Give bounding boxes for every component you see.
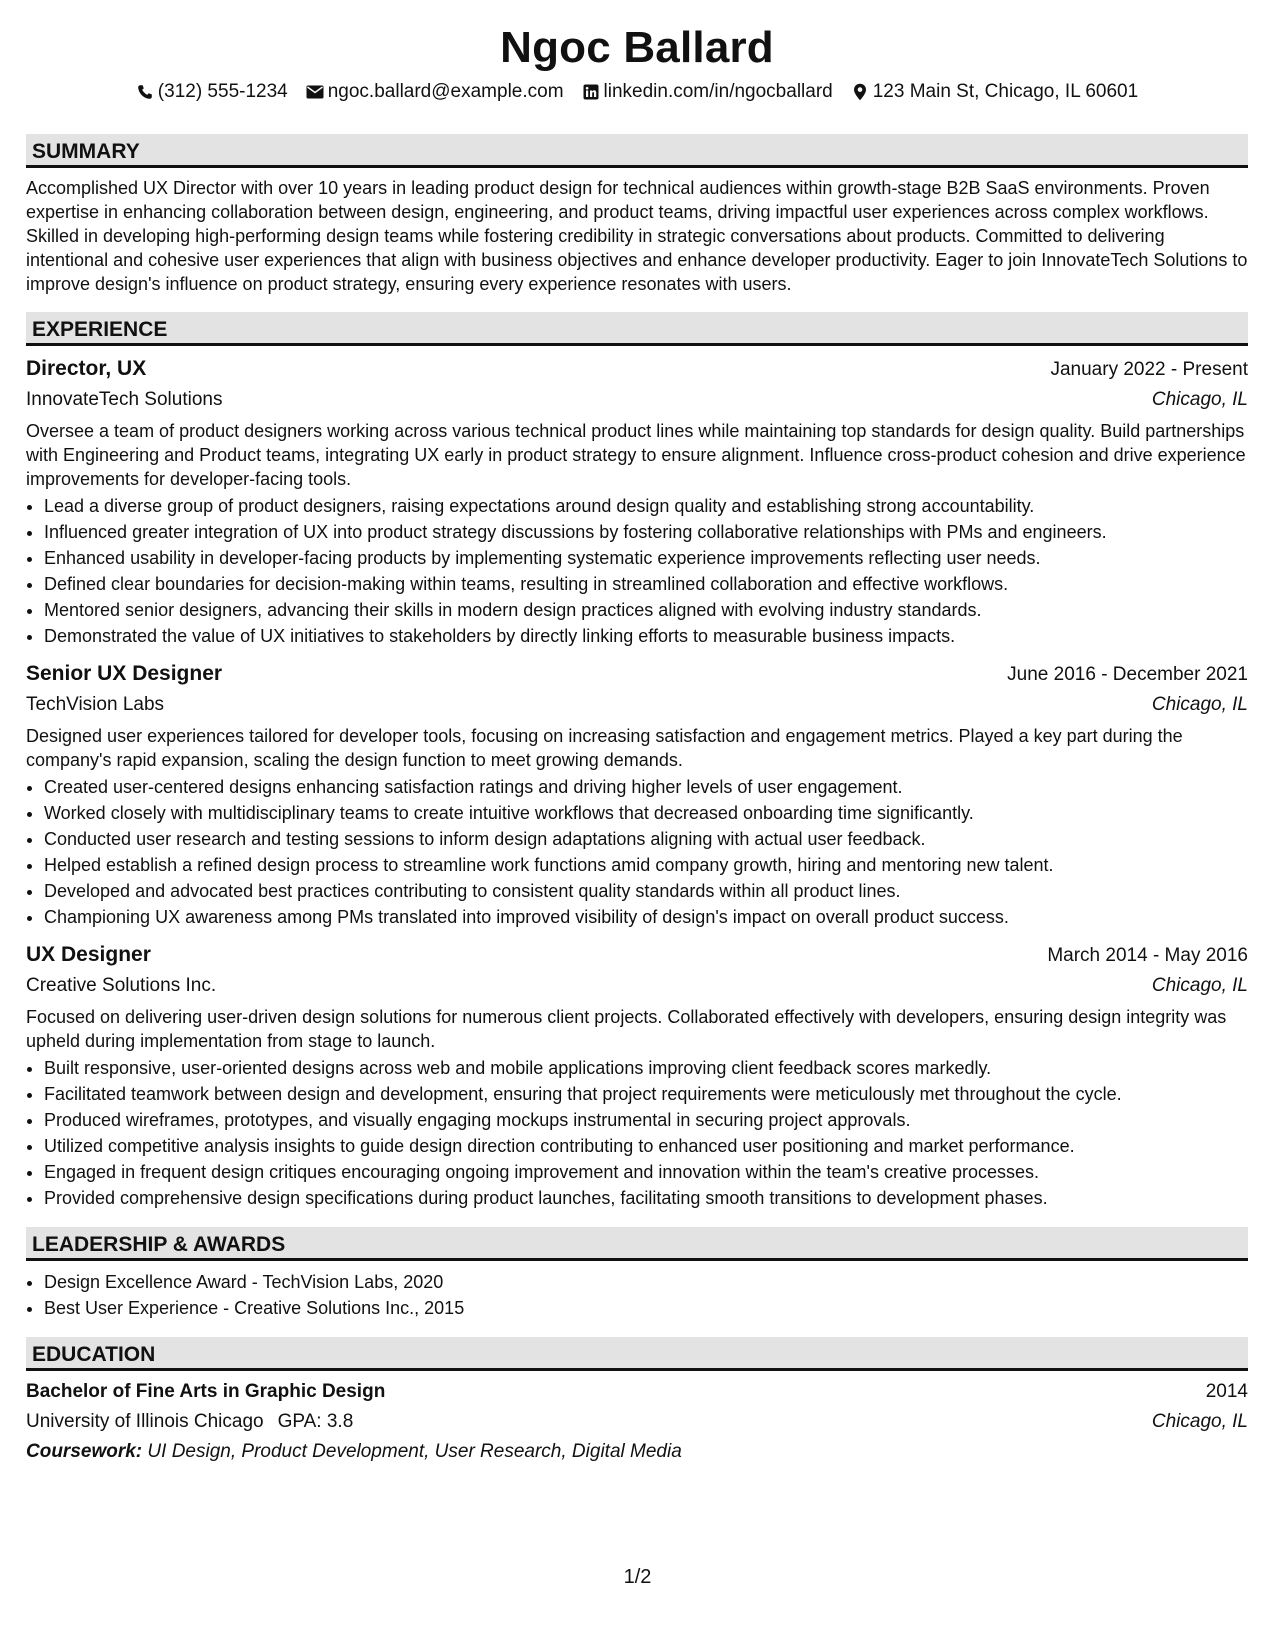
job-description: Focused on delivering user-driven design solutions for numerous client projects. Collaborated effectively with developers, ensuring design integrity was upheld during implementation from stage to launch.: [26, 1007, 1227, 1051]
degree-title: Bachelor of Fine Arts in Graphic Design: [26, 1381, 386, 1402]
job-bullets: [26, 493, 1248, 649]
job-location: Chicago, IL: [1151, 975, 1248, 996]
awards-heading: LEADERSHIP & AWARDS: [26, 1227, 1248, 1261]
phone-text: (312) 555-1234: [157, 81, 288, 102]
job-entry: [26, 940, 1248, 1211]
gpa: GPA: 3.8: [277, 1411, 354, 1432]
contact-linkedin[interactable]: [582, 80, 833, 104]
address-text: 123 Main St, Chicago, IL 60601: [872, 81, 1139, 102]
job-title: Senior UX Designer: [26, 662, 223, 685]
envelope-icon: [306, 83, 324, 101]
job-bullet: • Provided comprehensive design specifications during product launches, facilitating smooth transitions to development phases.: [44, 1185, 1248, 1211]
job-bullet: • Demonstrated the value of UX initiatives to stakeholders by directly linking efforts to measurable business impacts.: [44, 623, 1248, 649]
job-bullet: • Lead a diverse group of product designers, raising expectations around design quality and establishing strong accountability.: [44, 493, 1248, 519]
job-location: Chicago, IL: [1151, 694, 1248, 715]
job-bullet: • Built responsive, user-oriented designs across web and mobile applications improving client feedback scores markedly.: [44, 1055, 1248, 1081]
experience-heading: EXPERIENCE: [26, 312, 1248, 346]
job-bullet: • Championing UX awareness among PMs translated into improved visibility of design's impact on overall product success.: [44, 904, 1248, 930]
job-bullet: • Conducted user research and testing sessions to inform design adaptations aligning with actual user feedback.: [44, 826, 1248, 852]
job-bullet: • Helped establish a refined design process to streamline work functions amid company growth, hiring and mentoring new talent.: [44, 852, 1248, 878]
linkedin-icon: [582, 83, 600, 101]
summary-text: Accomplished UX Director with over 10 years in leading product design for technical audiences within growth-stage B2B SaaS environments. Proven expertise in enhancing collaboration between design, engineering, and product teams, driving impactful user experiences across complex workflows. Skilled in developing high-performing design teams while fostering credibility in strategic conversations about products. Committed to delivering intentional and cohesive user experiences that align with business objectives and enhance developer productivity. Eager to join InnovateTech Solutions to improve design's influence on product strategy, ensuring every experience resonates with users.: [26, 178, 1248, 294]
job-bullet: • Enhanced usability in developer-facing products by implementing systematic experience improvements reflecting user needs.: [44, 545, 1248, 571]
job-bullet: • Developed and advocated best practices contributing to consistent quality standards within all product lines.: [44, 878, 1248, 904]
resume-page: [26, 22, 1248, 1467]
company-name: Creative Solutions Inc.: [26, 975, 217, 996]
job-bullet: • Produced wireframes, prototypes, and visually engaging mockups instrumental in securing project approvals.: [44, 1107, 1248, 1133]
map-pin-icon: [851, 83, 869, 101]
company-name: InnovateTech Solutions: [26, 389, 223, 410]
job-title: UX Designer: [26, 943, 151, 966]
coursework-line: [26, 1437, 1248, 1467]
contact-address: [851, 80, 1138, 104]
job-title: Director, UX: [26, 357, 147, 380]
award-item: • Design Excellence Award - TechVision Labs, 2020: [44, 1269, 1248, 1295]
job-entry: [26, 659, 1248, 930]
company-name: TechVision Labs: [26, 694, 165, 715]
job-bullets: [26, 774, 1248, 930]
school-name: University of Illinois Chicago: [26, 1411, 264, 1432]
job-entry: [26, 354, 1248, 649]
coursework-label: Coursework:: [26, 1441, 143, 1462]
phone-icon: [136, 83, 154, 101]
summary-heading: SUMMARY: [26, 134, 1248, 168]
job-bullet: • Engaged in frequent design critiques encouraging ongoing improvement and innovation within the team's creative processes.: [44, 1159, 1248, 1185]
job-bullet: • Worked closely with multidisciplinary teams to create intuitive workflows that decreased onboarding time significantly.: [44, 800, 1248, 826]
job-dates: January 2022 - Present: [1050, 359, 1248, 380]
job-bullet: • Mentored senior designers, advancing their skills in modern design practices aligned with evolving industry standards.: [44, 597, 1248, 623]
contact-phone: [136, 80, 288, 104]
job-description: Oversee a team of product designers working across various technical product lines while maintaining top standards for design quality. Build partnerships with Engineering and Product teams, integrating UX early in product strategy to ensure alignment. Influence cross-product cohesion and drive experience improvements for developer-facing tools.: [26, 421, 1246, 489]
education-entry: [26, 1377, 1248, 1467]
candidate-name: Ngoc Ballard: [500, 23, 774, 72]
job-dates: March 2014 - May 2016: [1047, 945, 1248, 966]
contact-email[interactable]: [306, 80, 564, 104]
job-bullets: [26, 1055, 1248, 1211]
page-number: 1/2: [623, 1566, 652, 1588]
job-bullet: • Defined clear boundaries for decision-making within teams, resulting in streamlined collaboration and effective workflows.: [44, 571, 1248, 597]
coursework-list: UI Design, Product Development, User Research, Digital Media: [147, 1441, 682, 1462]
awards-list: [26, 1269, 1248, 1321]
job-bullet: • Utilized competitive analysis insights to guide design direction contributing to enhanced user positioning and market performance.: [44, 1133, 1248, 1159]
school-line: [26, 1407, 353, 1437]
graduation-year: 2014: [1205, 1381, 1248, 1402]
job-bullet: • Facilitated teamwork between design and development, ensuring that project requirements were meticulously met throughout the cycle.: [44, 1081, 1248, 1107]
email-text[interactable]: ngoc.ballard@example.com: [327, 81, 564, 102]
job-location: Chicago, IL: [1151, 389, 1248, 410]
contact-bar: [26, 80, 1248, 104]
job-description: Designed user experiences tailored for developer tools, focusing on increasing satisfaction and engagement metrics. Played a key part during the company's rapid expansion, scaling the design function to meet growing demands.: [26, 726, 1183, 770]
award-item: • Best User Experience - Creative Solutions Inc., 2015: [44, 1295, 1248, 1321]
education-heading: EDUCATION: [26, 1337, 1248, 1371]
job-bullet: • Created user-centered designs enhancing satisfaction ratings and driving higher levels of user engagement.: [44, 774, 1248, 800]
job-bullet: • Influenced greater integration of UX into product strategy discussions by fostering collaborative relationships with PMs and engineers.: [44, 519, 1248, 545]
job-dates: June 2016 - December 2021: [1007, 664, 1248, 685]
linkedin-text[interactable]: linkedin.com/in/ngocballard: [603, 81, 833, 102]
school-location: Chicago, IL: [1151, 1411, 1248, 1432]
